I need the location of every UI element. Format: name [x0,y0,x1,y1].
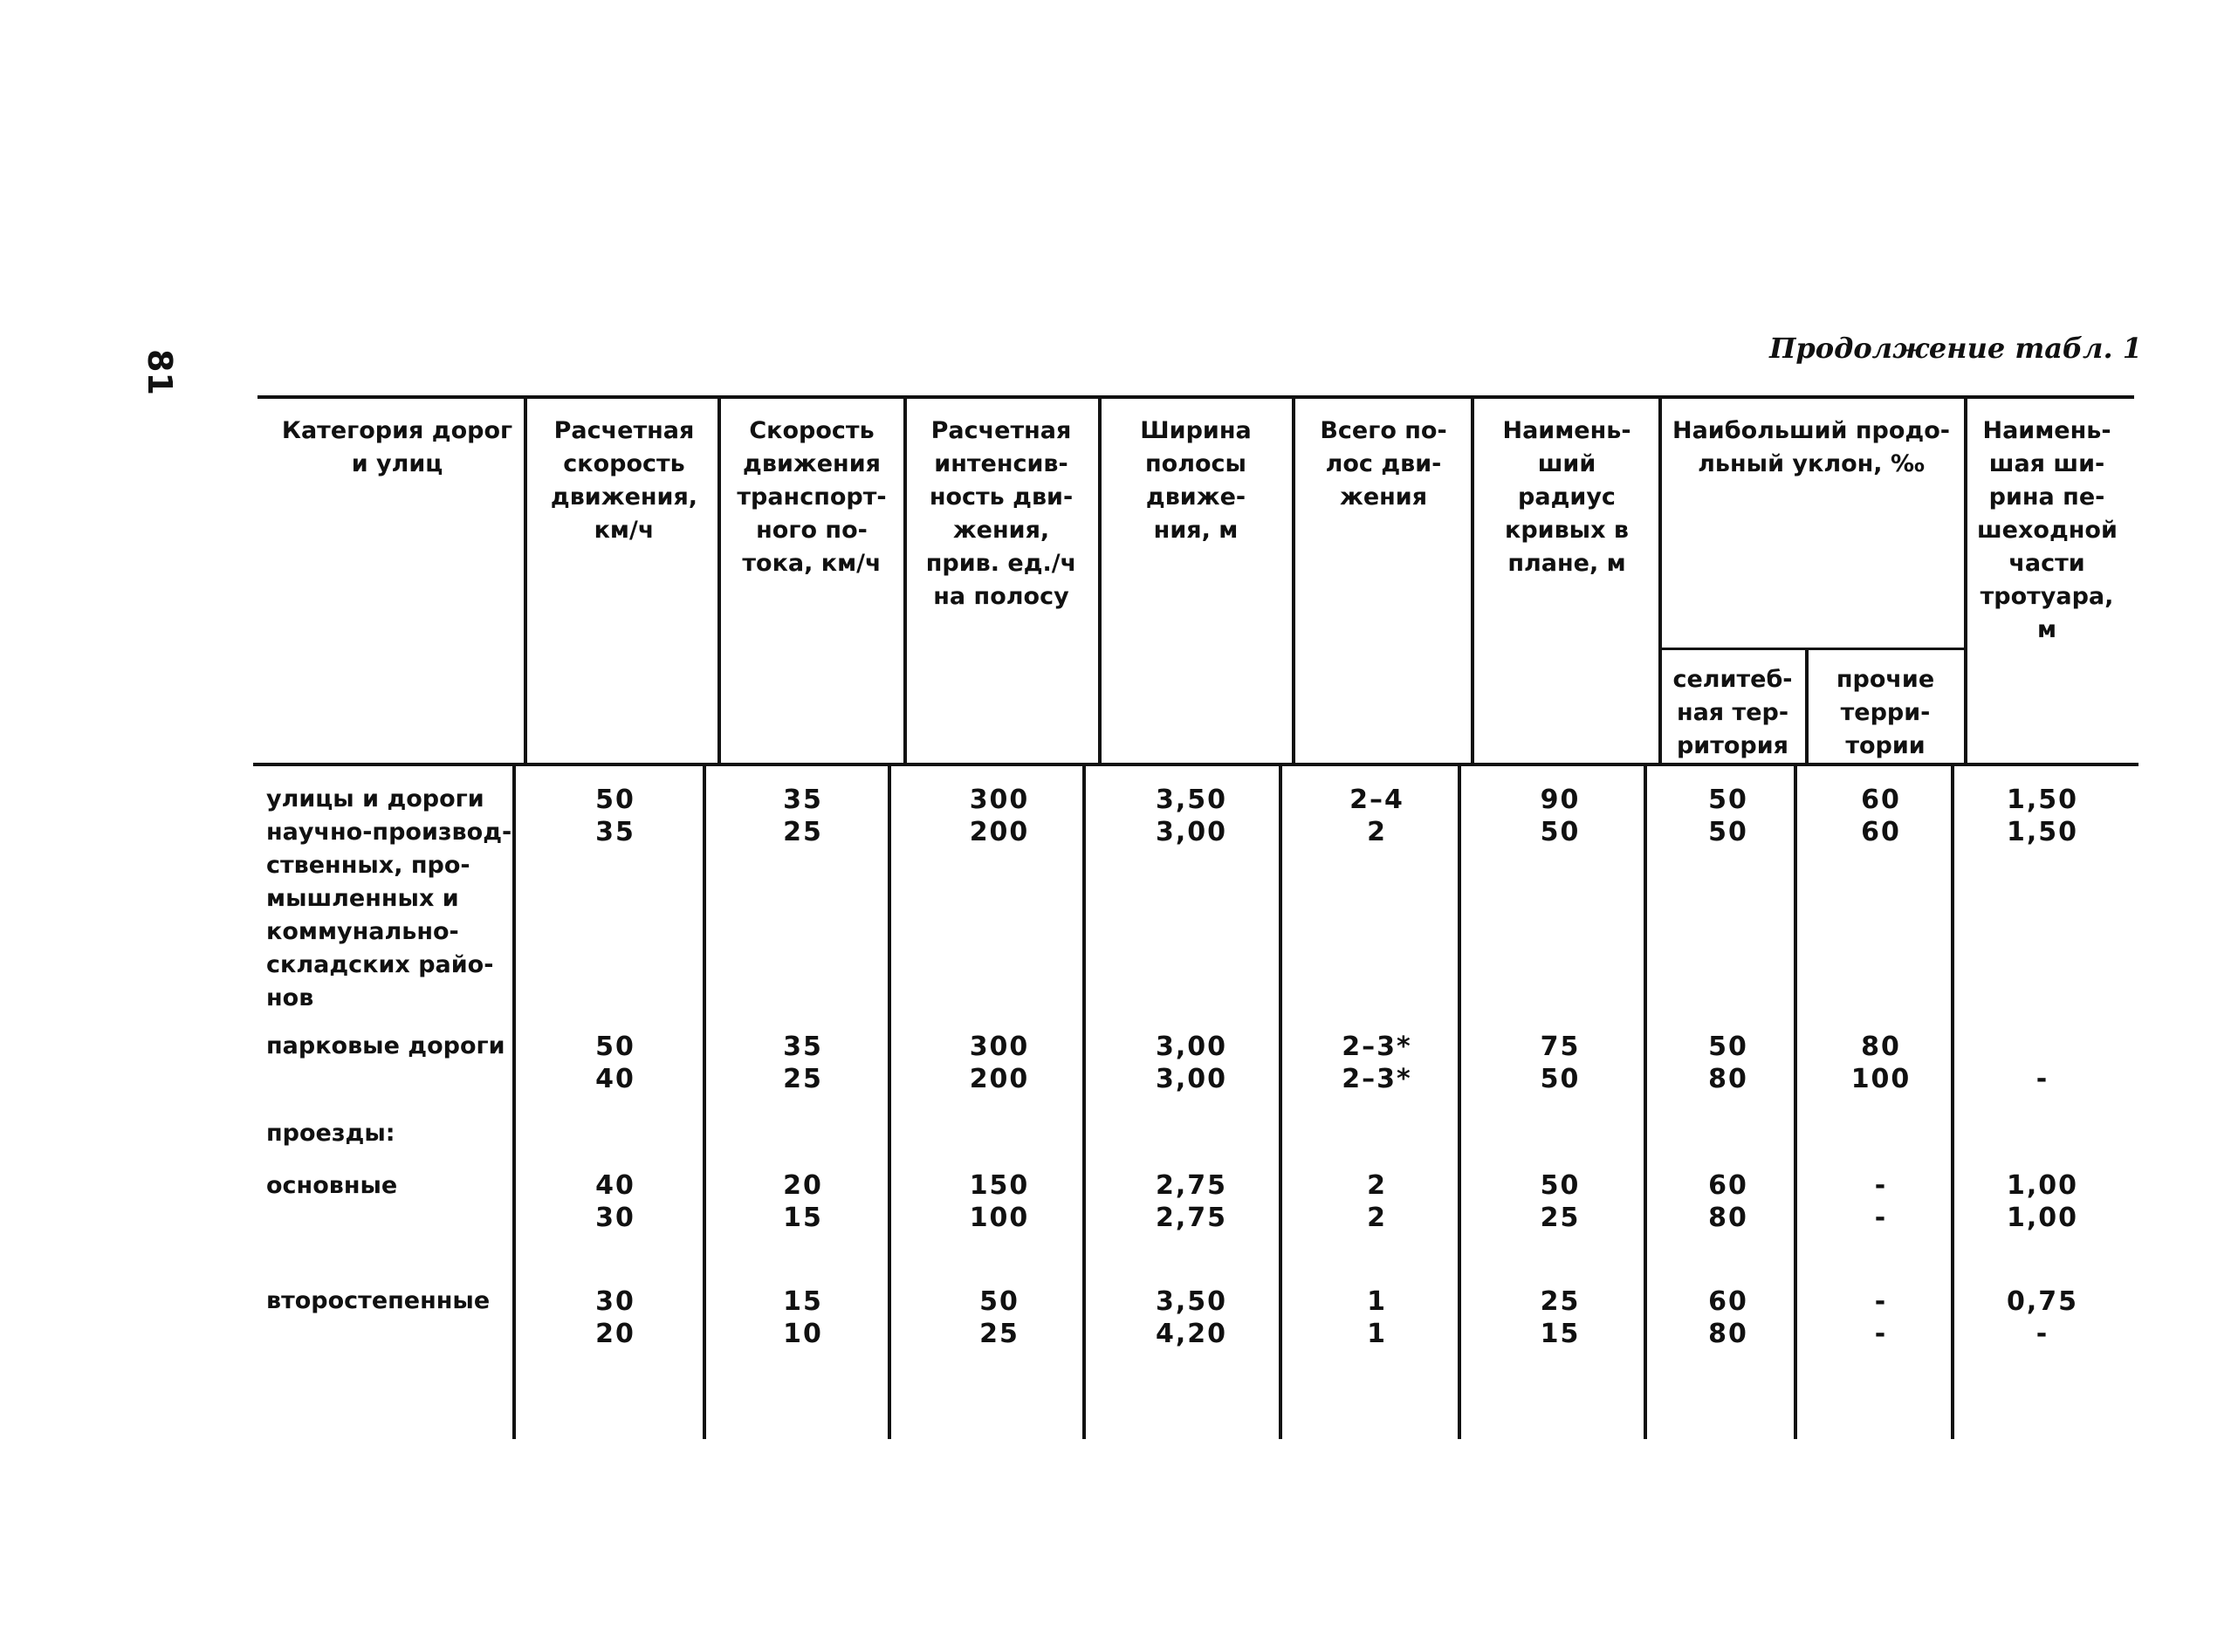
value: 80 [1708,1319,1748,1349]
cell-radius [1484,784,1637,848]
value: 3,50 [1155,785,1228,815]
cell-slope-residential [1663,1285,1794,1350]
value: 1,50 [2006,817,2079,847]
cell-design-speed [541,1169,690,1234]
cell-sidewalk [1968,1285,2117,1350]
cell-flow-speed [729,1285,877,1350]
cell-intensity [916,784,1082,848]
col-divider [1098,397,1102,764]
value: 50 [1540,1064,1581,1094]
value: 80 [1708,1064,1748,1094]
header-category: Категория дорог и улиц [281,417,513,477]
value: 4,20 [1155,1319,1228,1349]
col-divider [888,765,891,1439]
value: 50 [595,1032,635,1062]
value: 2 [1367,1203,1387,1233]
value: 40 [595,1170,635,1201]
value: 2,75 [1155,1203,1228,1233]
value: 2–3* [1342,1032,1412,1062]
col-divider [1279,765,1282,1439]
header-slope-residential: селитебная территория [1672,666,1793,759]
value: 35 [595,817,635,847]
category-line: улицы и дороги [266,785,484,812]
cell-radius [1484,1169,1637,1234]
value: - [1874,1286,1888,1317]
header-lanes: Всего полос движения [1320,417,1447,511]
category-line: коммунально- [266,918,459,945]
value: - [1874,1203,1888,1233]
cell-design-speed [541,1031,690,1095]
header-design-speed: Расчетная скорость движения, км/ч [550,417,698,544]
page-number: 81 [141,349,179,395]
col-divider [1458,765,1461,1439]
value: 150 [969,1170,1030,1201]
cell-lanes [1305,1169,1449,1234]
cell-lane-width [1113,784,1270,848]
header-sidewalk: Наименьшая ширина пешеходной части тротуара, м [1977,417,2118,643]
cell-slope-other [1811,1285,1951,1350]
value: 80 [1708,1203,1748,1233]
value: 35 [783,1032,823,1062]
value: 1,00 [2006,1170,2079,1201]
cell-design-speed [541,1285,690,1350]
cell-intensity [916,1031,1082,1095]
value: 60 [1861,817,1901,847]
cell-slope-residential [1663,784,1794,848]
cell-slope-residential [1663,1169,1794,1234]
category-line: научно-производ- [266,819,512,846]
col-divider [1658,397,1662,764]
cell-lanes [1305,1285,1449,1350]
value: 50 [979,1286,1019,1317]
col-divider [703,765,706,1439]
value: 0,75 [2006,1286,2079,1317]
cell-lanes [1305,1031,1449,1095]
value: 50 [1708,1032,1748,1062]
value: 1 [1367,1286,1387,1317]
cell-lane-width [1113,1169,1270,1234]
value: 50 [1708,785,1748,815]
value: 90 [1540,785,1581,815]
cell-lane-width [1113,1285,1270,1350]
value: 80 [1861,1032,1901,1062]
category-line: мышленных и [266,885,459,912]
value: 2 [1367,817,1387,847]
col-divider [1951,765,1954,1439]
cell-flow-speed [729,1031,877,1095]
value: 1 [1367,1319,1387,1349]
header-slope-other: прочие территории [1836,666,1935,759]
value: 50 [1540,817,1581,847]
header-bottom-rule [253,763,2138,766]
cell-slope-other [1811,1031,1951,1095]
cell-sidewalk [1968,1031,2117,1095]
category-park-roads: парковые дороги [266,1032,505,1059]
value: 10 [783,1319,823,1349]
header-lane-width: Ширина полосы движения, м [1140,417,1252,544]
value: 25 [783,1064,823,1094]
cell-sidewalk [1968,784,2117,848]
col-divider [1964,397,1967,764]
value: 300 [969,785,1030,815]
category-line: нов [266,984,314,1011]
cell-intensity [916,1285,1082,1350]
cell-radius [1484,1285,1637,1350]
value: - [1874,1319,1888,1349]
value: 300 [969,1032,1030,1062]
table-caption: Продолжение табл. 1 [1769,332,2142,365]
value: 1,00 [2006,1203,2079,1233]
value: 40 [595,1064,635,1094]
value: - [1874,1170,1888,1201]
col-divider [512,765,516,1439]
value: 3,00 [1155,1032,1228,1062]
header-slope: Наибольший продольный уклон, ‰ [1672,417,1950,477]
cell-flow-speed [729,1169,877,1234]
value: 2–3* [1342,1064,1412,1094]
value: 60 [1861,785,1901,815]
category-industrial [266,783,511,1015]
value: 50 [1540,1170,1581,1201]
value: 30 [595,1286,635,1317]
category-driveways: проезды: [266,1120,395,1147]
cell-flow-speed [729,784,877,848]
value: 15 [1540,1319,1581,1349]
col-divider [1805,649,1809,764]
header-intensity: Расчетная интенсивность движения, прив. ед./ч на полосу [925,417,1077,610]
cell-slope-other [1811,1169,1951,1234]
category-line: складских райо- [266,951,494,978]
cell-lanes [1305,784,1449,848]
header-flow-speed: Скорость движения транспортного потока, км/ч [737,417,887,577]
value: 25 [783,817,823,847]
value: 3,50 [1155,1286,1228,1317]
value: 20 [783,1170,823,1201]
value: 25 [979,1319,1019,1349]
value: 100 [969,1203,1030,1233]
category-line: ственных, про- [266,852,470,879]
value: 1,50 [2006,785,2079,815]
table-top-rule [257,395,2134,399]
col-divider [524,397,527,764]
value: 50 [1708,817,1748,847]
value: 2 [1367,1170,1387,1201]
category-main-driveways: основные [266,1172,398,1199]
header-radius: Наименьший радиус кривых в плане, м [1502,417,1631,577]
value: 2,75 [1155,1170,1228,1201]
cell-lane-width [1113,1031,1270,1095]
col-divider [903,397,907,764]
col-divider [1644,765,1647,1439]
col-divider [1794,765,1797,1439]
value [1968,1031,2117,1063]
value: 35 [783,785,823,815]
value: 30 [595,1203,635,1233]
value: - [2035,1319,2049,1349]
value: 75 [1540,1032,1581,1062]
value: 25 [1540,1286,1581,1317]
value: 200 [969,1064,1030,1094]
category-secondary-driveways: второстепенные [266,1287,491,1314]
col-divider [1292,397,1295,764]
value: 60 [1708,1286,1748,1317]
value: 25 [1540,1203,1581,1233]
value: 20 [595,1319,635,1349]
cell-sidewalk [1968,1169,2117,1234]
col-divider [1082,765,1086,1439]
cell-slope-residential [1663,1031,1794,1095]
value: 15 [783,1286,823,1317]
value: 3,00 [1155,817,1228,847]
col-divider [1471,397,1474,764]
value: 50 [595,785,635,815]
value: 3,00 [1155,1064,1228,1094]
cell-design-speed [541,784,690,848]
value: 60 [1708,1170,1748,1201]
col-divider [717,397,721,764]
value: - [2035,1064,2049,1094]
value: 15 [783,1203,823,1233]
value: 200 [969,817,1030,847]
cell-intensity [916,1169,1082,1234]
slope-sub-rule [1658,648,1964,650]
cell-slope-other [1811,784,1951,848]
value: 100 [1850,1064,1912,1094]
cell-radius [1484,1031,1637,1095]
value: 2–4 [1349,785,1404,815]
